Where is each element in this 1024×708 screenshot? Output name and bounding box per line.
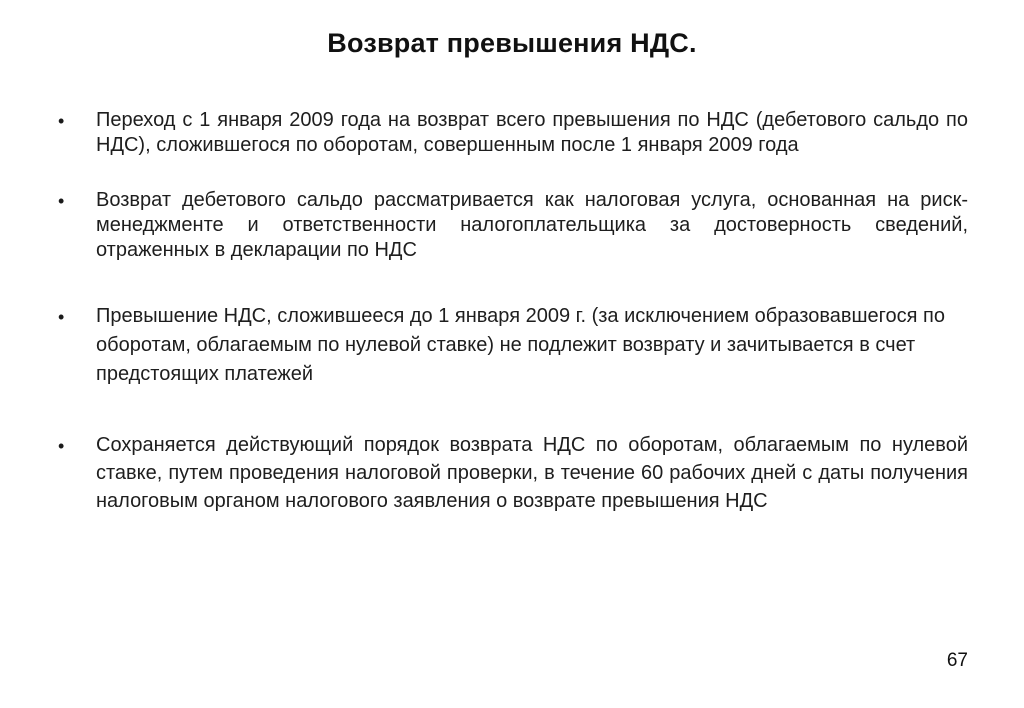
bullet-item — [58, 431, 968, 515]
bullet-marker: • — [58, 111, 65, 131]
bullet-marker: • — [58, 191, 65, 211]
bullet-marker: • — [58, 307, 65, 327]
page-number: 67 — [946, 650, 968, 671]
bullet-item — [58, 302, 968, 389]
bullet-marker: • — [58, 436, 65, 456]
bullet-item — [58, 108, 968, 158]
bullet-list — [58, 108, 968, 515]
bullet-text: Превышение НДС, сложившееся до 1 января 2009 г. (за исключением образовавшегося по оборотам, облагаемым по нулевой ставке) не подлежит возврату и зачитывается в счет предстоящих платежей — [96, 305, 945, 385]
bullet-item — [58, 188, 968, 263]
bullet-text: Возврат дебетового сальдо рассматривается как налоговая услуга, основанная на риск-менеджменте и ответственности налогоплательщика за достоверность сведений, отраженных в декларации по НДС — [96, 189, 968, 261]
bullet-text: Сохраняется действующий порядок возврата НДС по оборотам, облагаемым по нулевой ставке, путем проведения налоговой проверки, в течение 60 рабочих дней с даты получения налоговым органом налогового заявления о возврате превышения НДС — [96, 434, 968, 512]
slide-title: Возврат превышения НДС. — [327, 28, 697, 58]
bullet-text: Переход с 1 января 2009 года на возврат всего превышения по НДС (дебетового сальдо по НДС), сложившегося по оборотам, совершенным после 1 января 2009 года — [96, 109, 968, 156]
